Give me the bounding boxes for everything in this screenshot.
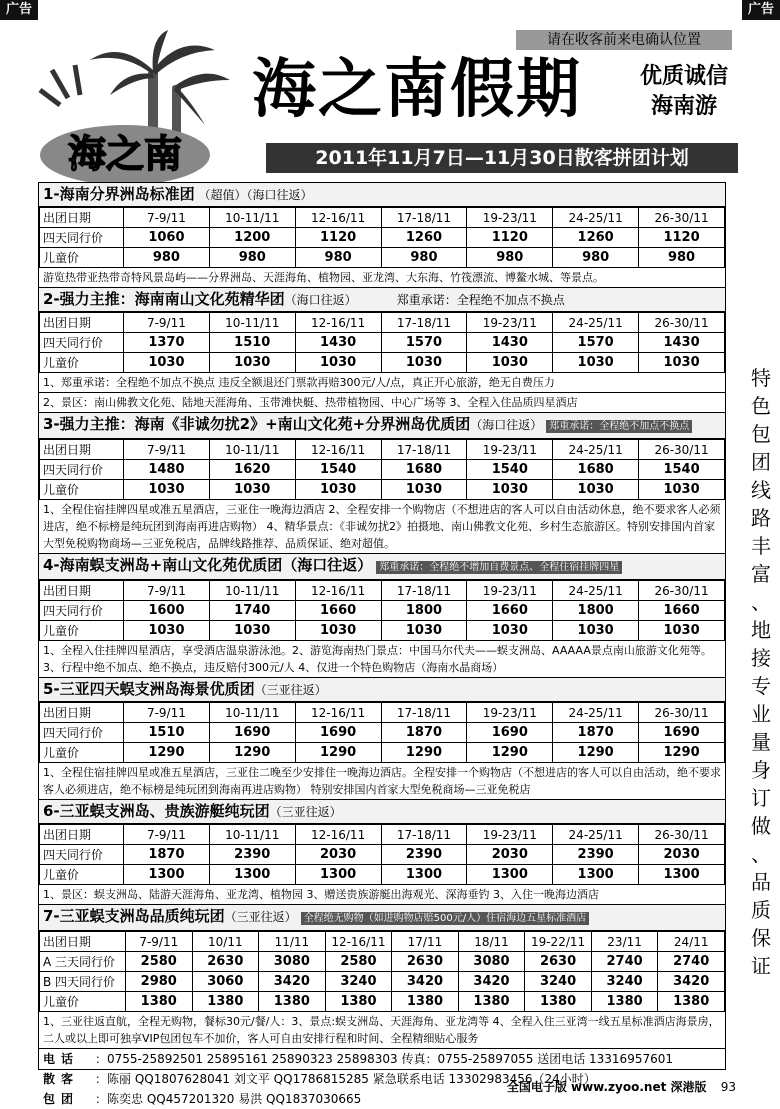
slogan-line-2: 海南游 bbox=[650, 94, 717, 119]
row-label: 出团日期 bbox=[40, 932, 126, 952]
price-cell: 12-16/11 bbox=[325, 932, 392, 952]
price-cell: 1870 bbox=[553, 723, 639, 743]
tour-section bbox=[39, 412, 725, 553]
price-row bbox=[40, 460, 725, 480]
price-cell: 26-30/11 bbox=[639, 440, 725, 460]
price-cell: 1380 bbox=[392, 992, 459, 1012]
price-cell: 10-11/11 bbox=[209, 440, 295, 460]
side-char: 专 bbox=[751, 674, 771, 698]
price-cell: 1300 bbox=[467, 865, 553, 885]
price-cell: 23/11 bbox=[591, 932, 658, 952]
price-cell: 10-11/11 bbox=[209, 581, 295, 601]
price-cell: 980 bbox=[381, 248, 467, 268]
price-cell: 1030 bbox=[639, 353, 725, 373]
tour-section bbox=[39, 183, 725, 287]
price-cell: 1380 bbox=[591, 992, 658, 1012]
price-table bbox=[39, 931, 725, 1012]
section-title bbox=[39, 288, 725, 312]
ad-label-left: 广告 bbox=[0, 0, 38, 20]
price-cell: 3240 bbox=[325, 972, 392, 992]
section-route: （三亚往返） bbox=[224, 910, 297, 924]
price-cell: 1430 bbox=[295, 333, 381, 353]
price-row bbox=[40, 865, 725, 885]
price-cell: 2630 bbox=[392, 952, 459, 972]
price-row bbox=[40, 992, 725, 1012]
section-tag: 郑重承诺：全程绝不加点不换点 bbox=[546, 420, 692, 433]
row-label: 儿童价 bbox=[40, 353, 124, 373]
price-cell: 24-25/11 bbox=[553, 440, 639, 460]
price-cell: 18/11 bbox=[458, 932, 525, 952]
side-char: 富 bbox=[751, 562, 771, 586]
price-cell: 1540 bbox=[639, 460, 725, 480]
price-cell: 1510 bbox=[124, 723, 210, 743]
price-cell: 26-30/11 bbox=[639, 581, 725, 601]
price-cell: 1300 bbox=[295, 865, 381, 885]
price-cell: 2390 bbox=[381, 845, 467, 865]
price-cell: 980 bbox=[467, 248, 553, 268]
price-cell: 1740 bbox=[209, 601, 295, 621]
price-row bbox=[40, 972, 725, 992]
section-note: 1、全程住宿挂牌四星或准五星酒店，三亚住一晚海边酒店 2、全程安排一个购物店（不想进店的客人可以自由活动休息，绝不要求客人必须进店，绝不标榜是纯玩团到海南再进店购物） 4、精华景点：《非诚勿扰2》拍摄地、南山佛教文化苑、乡村生态旅游区。特别安排国内首家大型免税购物商场—三亚免税店，品牌线路推荐、品质保证、绝对超值。 bbox=[43, 503, 721, 550]
side-char: 身 bbox=[751, 758, 771, 782]
side-char: 特 bbox=[751, 366, 771, 390]
price-cell: 1800 bbox=[553, 601, 639, 621]
side-char: 包 bbox=[751, 422, 771, 446]
price-row bbox=[40, 353, 725, 373]
palm-logo bbox=[30, 30, 240, 190]
price-cell: 3240 bbox=[591, 972, 658, 992]
section-note: 1、全程住宿挂牌四星或准五星酒店，三亚住二晚至少安排住一晚海边酒店。全程安排一个购物店（不想进店的客人可以自由活动，绝不要求客人必须进店，绝不标榜是纯玩团到海南再进店购物） 特别安排国内首家大型免税商场—三亚免税店 bbox=[43, 766, 721, 796]
price-cell: 12-16/11 bbox=[295, 440, 381, 460]
price-cell: 12-16/11 bbox=[295, 581, 381, 601]
price-cell: 1690 bbox=[467, 723, 553, 743]
section-title bbox=[39, 554, 725, 580]
price-cell: 1030 bbox=[124, 353, 210, 373]
price-cell: 1620 bbox=[209, 460, 295, 480]
row-label: 四天同行价 bbox=[40, 723, 124, 743]
price-cell: 1260 bbox=[553, 228, 639, 248]
contact-text: ：陈丽 QQ1807628041 刘文平 QQ1786815285 紧急联系电话 13302983456（24小时） bbox=[95, 1072, 596, 1086]
price-cell: 24-25/11 bbox=[553, 825, 639, 845]
price-cell: 2630 bbox=[192, 952, 259, 972]
contact-label: 包团 bbox=[43, 1092, 80, 1106]
price-cell: 1290 bbox=[467, 743, 553, 763]
date-row bbox=[40, 703, 725, 723]
price-cell: 1680 bbox=[553, 460, 639, 480]
price-cell: 1200 bbox=[209, 228, 295, 248]
price-cell: 1660 bbox=[639, 601, 725, 621]
date-row bbox=[40, 825, 725, 845]
row-label: 儿童价 bbox=[40, 248, 124, 268]
contact-label: 散客 bbox=[43, 1072, 80, 1086]
price-cell: 19-23/11 bbox=[467, 313, 553, 333]
footer-site: 全国电子版 www.zyoo.net bbox=[506, 1080, 667, 1094]
price-cell: 1030 bbox=[209, 621, 295, 641]
price-cell: 1430 bbox=[639, 333, 725, 353]
price-cell: 19-23/11 bbox=[467, 581, 553, 601]
row-label: 出团日期 bbox=[40, 825, 124, 845]
row-label: 四天同行价 bbox=[40, 228, 124, 248]
brand-title: 海之南假期 bbox=[252, 52, 582, 127]
price-cell: 1870 bbox=[381, 723, 467, 743]
side-char: 接 bbox=[751, 646, 771, 670]
section-route: （三亚往返） bbox=[269, 805, 342, 819]
price-row bbox=[40, 228, 725, 248]
price-row bbox=[40, 333, 725, 353]
row-label: 出团日期 bbox=[40, 581, 124, 601]
price-cell: 17-18/11 bbox=[381, 825, 467, 845]
slogan bbox=[624, 62, 744, 122]
price-cell: 1290 bbox=[124, 743, 210, 763]
price-cell: 1290 bbox=[553, 743, 639, 763]
price-cell: 1260 bbox=[381, 228, 467, 248]
price-cell: 1290 bbox=[381, 743, 467, 763]
section-name: 7-三亚蜈支洲岛品质纯玩团 bbox=[43, 907, 225, 925]
price-cell: 980 bbox=[124, 248, 210, 268]
price-cell: 1380 bbox=[192, 992, 259, 1012]
price-row bbox=[40, 723, 725, 743]
price-cell: 19-23/11 bbox=[467, 208, 553, 228]
price-cell: 7-9/11 bbox=[124, 703, 210, 723]
price-cell: 17-18/11 bbox=[381, 581, 467, 601]
price-cell: 1290 bbox=[295, 743, 381, 763]
price-table bbox=[39, 207, 725, 268]
price-cell: 1600 bbox=[124, 601, 210, 621]
side-char: 业 bbox=[751, 702, 771, 726]
confirm-note: 请在收客前来电确认位置 bbox=[516, 30, 732, 50]
price-row bbox=[40, 845, 725, 865]
price-cell: 17/11 bbox=[392, 932, 459, 952]
price-cell: 2580 bbox=[325, 952, 392, 972]
price-cell: 10/11 bbox=[192, 932, 259, 952]
tour-section bbox=[39, 553, 725, 677]
section-route: （海口往返） bbox=[284, 293, 357, 307]
slogan-line-1: 优质诚信 bbox=[639, 64, 728, 89]
price-cell: 1030 bbox=[467, 480, 553, 500]
price-cell: 10-11/11 bbox=[209, 703, 295, 723]
price-cell: 2030 bbox=[639, 845, 725, 865]
price-cell: 1380 bbox=[126, 992, 193, 1012]
price-cell: 1660 bbox=[467, 601, 553, 621]
price-cell: 1290 bbox=[209, 743, 295, 763]
price-cell: 1060 bbox=[124, 228, 210, 248]
price-cell: 7-9/11 bbox=[124, 208, 210, 228]
price-cell: 26-30/11 bbox=[639, 313, 725, 333]
price-cell: 7-9/11 bbox=[124, 581, 210, 601]
price-cell: 2390 bbox=[209, 845, 295, 865]
price-cell: 11/11 bbox=[259, 932, 326, 952]
price-cell: 1800 bbox=[381, 601, 467, 621]
price-table bbox=[39, 312, 725, 373]
date-row bbox=[40, 313, 725, 333]
price-cell: 2980 bbox=[126, 972, 193, 992]
price-cell: 1030 bbox=[295, 621, 381, 641]
price-cell: 24-25/11 bbox=[553, 208, 639, 228]
side-char: 团 bbox=[751, 450, 771, 474]
row-label: 儿童价 bbox=[40, 480, 124, 500]
side-char: 丰 bbox=[751, 534, 771, 558]
price-cell: 3060 bbox=[192, 972, 259, 992]
price-cell: 2740 bbox=[658, 952, 725, 972]
price-cell: 1030 bbox=[553, 353, 639, 373]
price-cell: 1030 bbox=[639, 480, 725, 500]
period-banner: 2011年11月7日—11月30日散客拼团计划 bbox=[266, 143, 738, 173]
price-cell: 19-23/11 bbox=[467, 703, 553, 723]
side-char: 订 bbox=[751, 786, 771, 810]
price-cell: 1030 bbox=[124, 621, 210, 641]
price-cell: 10-11/11 bbox=[209, 313, 295, 333]
price-cell: 1380 bbox=[658, 992, 725, 1012]
section-title bbox=[39, 413, 725, 439]
row-label: A 三天同行价 bbox=[40, 952, 126, 972]
section-title bbox=[39, 905, 725, 931]
price-cell: 2740 bbox=[591, 952, 658, 972]
row-label: 四天同行价 bbox=[40, 845, 124, 865]
price-cell: 1690 bbox=[209, 723, 295, 743]
tour-section bbox=[39, 799, 725, 904]
price-cell: 1030 bbox=[381, 353, 467, 373]
side-char: 保 bbox=[751, 926, 771, 950]
price-cell: 26-30/11 bbox=[639, 703, 725, 723]
price-cell: 1540 bbox=[295, 460, 381, 480]
row-label: 出团日期 bbox=[40, 208, 124, 228]
price-cell: 1030 bbox=[553, 480, 639, 500]
price-cell: 12-16/11 bbox=[295, 825, 381, 845]
price-cell: 7-9/11 bbox=[124, 313, 210, 333]
contact-line bbox=[39, 1049, 725, 1069]
price-cell: 19-23/11 bbox=[467, 440, 553, 460]
side-char: 证 bbox=[751, 954, 771, 978]
section-tag: 全程绝无购物（如进购物店赔500元/人）住宿海边五星标准酒店 bbox=[301, 912, 589, 925]
price-cell: 1030 bbox=[381, 621, 467, 641]
section-name: 3-强力主推：海南《非诚勿扰2》+南山文化苑+分界洲岛优质团 bbox=[43, 415, 471, 433]
price-cell: 3420 bbox=[658, 972, 725, 992]
price-cell: 1300 bbox=[553, 865, 639, 885]
price-cell: 7-9/11 bbox=[126, 932, 193, 952]
price-cell: 1380 bbox=[325, 992, 392, 1012]
section-name: 4-海南蜈支洲岛+南山文化苑优质团（海口往返） bbox=[43, 556, 373, 574]
section-title bbox=[39, 183, 725, 207]
price-table bbox=[39, 580, 725, 641]
price-cell: 24-25/11 bbox=[553, 581, 639, 601]
price-cell: 1030 bbox=[124, 480, 210, 500]
contact-label: 电话 bbox=[43, 1052, 80, 1066]
price-cell: 19-22/11 bbox=[525, 932, 592, 952]
price-cell: 2030 bbox=[467, 845, 553, 865]
row-label: B 四天同行价 bbox=[40, 972, 126, 992]
price-cell: 1300 bbox=[209, 865, 295, 885]
tour-section bbox=[39, 287, 725, 412]
price-cell: 1120 bbox=[467, 228, 553, 248]
price-cell: 1480 bbox=[124, 460, 210, 480]
price-cell: 24-25/11 bbox=[553, 703, 639, 723]
price-cell: 3420 bbox=[259, 972, 326, 992]
price-cell: 1300 bbox=[124, 865, 210, 885]
price-cell: 1690 bbox=[295, 723, 381, 743]
section-route: （三亚往返） bbox=[254, 683, 327, 697]
price-row bbox=[40, 621, 725, 641]
section-note: 1、景区：蜈支洲岛、陆游天涯海角、亚龙湾、植物园 3、赠送贵族游艇出海观光、深海垂钓 3、入住一晚海边酒店 bbox=[43, 888, 599, 901]
side-char: 色 bbox=[751, 394, 771, 418]
price-cell: 980 bbox=[553, 248, 639, 268]
section-route: （海口往返） bbox=[470, 418, 543, 432]
ad-label-right: 广告 bbox=[742, 0, 780, 20]
price-cell: 1030 bbox=[295, 480, 381, 500]
date-row bbox=[40, 932, 725, 952]
section-note: 1、郑重承诺：全程绝不加点不换点 违反全额退还门票款再赔300元/人/点，真正开心旅游，绝无自费压力 bbox=[39, 373, 725, 393]
row-label: 出团日期 bbox=[40, 703, 124, 723]
row-label: 儿童价 bbox=[40, 621, 124, 641]
date-row bbox=[40, 581, 725, 601]
price-cell: 1680 bbox=[381, 460, 467, 480]
price-cell: 3420 bbox=[392, 972, 459, 992]
tour-section bbox=[39, 904, 725, 1048]
row-label: 出团日期 bbox=[40, 313, 124, 333]
section-name: 6-三亚蜈支洲岛、贵族游艇纯玩团 bbox=[43, 802, 270, 820]
price-cell: 17-18/11 bbox=[381, 313, 467, 333]
price-row bbox=[40, 480, 725, 500]
price-cell: 7-9/11 bbox=[124, 825, 210, 845]
section-name: 1-海南分界洲岛标准团 bbox=[43, 185, 195, 203]
side-slogan bbox=[748, 364, 774, 980]
price-table bbox=[39, 702, 725, 763]
price-cell: 1660 bbox=[295, 601, 381, 621]
section-promise: 郑重承诺：全程绝不加点不换点 bbox=[396, 293, 565, 307]
logo-text: 海之南 bbox=[67, 132, 183, 176]
price-cell: 19-23/11 bbox=[467, 825, 553, 845]
footer bbox=[507, 1078, 736, 1095]
price-cell: 2390 bbox=[553, 845, 639, 865]
price-cell: 1380 bbox=[259, 992, 326, 1012]
price-cell: 1430 bbox=[467, 333, 553, 353]
price-cell: 1510 bbox=[209, 333, 295, 353]
row-label: 出团日期 bbox=[40, 440, 124, 460]
price-cell: 1380 bbox=[525, 992, 592, 1012]
side-char: 线 bbox=[751, 478, 771, 502]
price-cell: 980 bbox=[295, 248, 381, 268]
price-cell: 1870 bbox=[124, 845, 210, 865]
section-tag: 郑重承诺：全程绝不增加自费景点、全程住宿挂牌四星 bbox=[376, 561, 622, 574]
price-cell: 1690 bbox=[639, 723, 725, 743]
section-title bbox=[39, 678, 725, 702]
price-cell: 12-16/11 bbox=[295, 703, 381, 723]
price-cell: 1030 bbox=[295, 353, 381, 373]
price-cell: 1120 bbox=[295, 228, 381, 248]
section-note: 1、三亚往返直航，全程无购物，餐标30元/餐/人：3、景点:蜈支洲岛、天涯海角、亚龙湾等 4、全程入住三亚湾一线五星标准酒店海景房，二人或以上即可独享VIP包团包车不加价，客人可自由安排行程和时间、全程精细贴心服务 bbox=[43, 1015, 720, 1045]
price-cell: 3240 bbox=[525, 972, 592, 992]
price-cell: 1300 bbox=[381, 865, 467, 885]
price-row bbox=[40, 601, 725, 621]
contact-text: ：陈奕忠 QQ457201320 易洪 QQ1837030665 bbox=[95, 1092, 362, 1106]
price-cell: 980 bbox=[209, 248, 295, 268]
price-cell: 980 bbox=[639, 248, 725, 268]
price-cell: 1030 bbox=[639, 621, 725, 641]
price-cell: 1120 bbox=[639, 228, 725, 248]
row-label: 四天同行价 bbox=[40, 460, 124, 480]
price-cell: 1370 bbox=[124, 333, 210, 353]
price-cell: 12-16/11 bbox=[295, 208, 381, 228]
section-name: 2-强力主推：海南南山文化苑精华团 bbox=[43, 290, 285, 308]
price-cell: 3080 bbox=[259, 952, 326, 972]
date-row bbox=[40, 208, 725, 228]
side-char: 、 bbox=[751, 842, 771, 866]
price-row bbox=[40, 743, 725, 763]
price-cell: 17-18/11 bbox=[381, 440, 467, 460]
price-cell: 26-30/11 bbox=[639, 825, 725, 845]
price-table bbox=[39, 824, 725, 885]
side-char: 、 bbox=[751, 590, 771, 614]
price-cell: 24/11 bbox=[658, 932, 725, 952]
side-char: 做 bbox=[751, 814, 771, 838]
price-cell: 1030 bbox=[467, 353, 553, 373]
side-char: 质 bbox=[751, 898, 771, 922]
price-cell: 17-18/11 bbox=[381, 208, 467, 228]
section-name: 5-三亚四天蜈支洲岛海景优质团 bbox=[43, 680, 255, 698]
row-label: 儿童价 bbox=[40, 743, 124, 763]
side-char: 路 bbox=[751, 506, 771, 530]
price-cell: 1380 bbox=[458, 992, 525, 1012]
price-cell: 26-30/11 bbox=[639, 208, 725, 228]
price-row bbox=[40, 952, 725, 972]
tour-section bbox=[39, 677, 725, 799]
row-label: 四天同行价 bbox=[40, 601, 124, 621]
section-route: （超值）（海口往返） bbox=[194, 188, 313, 202]
side-char: 量 bbox=[751, 730, 771, 754]
section-note: 游览热带亚热带奇特风景岛屿——分界洲岛、天涯海角、植物园、亚龙湾、大东海、竹筏漂流、博鳌水城、等景点。 bbox=[43, 271, 604, 284]
price-cell: 1030 bbox=[553, 621, 639, 641]
price-cell: 2580 bbox=[126, 952, 193, 972]
row-label: 儿童价 bbox=[40, 865, 124, 885]
price-cell: 24-25/11 bbox=[553, 313, 639, 333]
side-char: 品 bbox=[751, 870, 771, 894]
price-cell: 17-18/11 bbox=[381, 703, 467, 723]
page-number: 93 bbox=[720, 1080, 736, 1094]
price-cell: 1570 bbox=[553, 333, 639, 353]
row-label: 儿童价 bbox=[40, 992, 126, 1012]
price-cell: 7-9/11 bbox=[124, 440, 210, 460]
side-char: 地 bbox=[751, 618, 771, 642]
price-row bbox=[40, 248, 725, 268]
price-cell: 1290 bbox=[639, 743, 725, 763]
price-cell: 2030 bbox=[295, 845, 381, 865]
price-cell: 1300 bbox=[639, 865, 725, 885]
price-cell: 1540 bbox=[467, 460, 553, 480]
price-cell: 10-11/11 bbox=[209, 825, 295, 845]
price-cell: 1030 bbox=[467, 621, 553, 641]
price-table bbox=[39, 439, 725, 500]
row-label: 四天同行价 bbox=[40, 333, 124, 353]
date-row bbox=[40, 440, 725, 460]
price-cell: 1030 bbox=[209, 353, 295, 373]
section-title bbox=[39, 800, 725, 824]
price-cell: 3420 bbox=[458, 972, 525, 992]
price-cell: 10-11/11 bbox=[209, 208, 295, 228]
price-cell: 12-16/11 bbox=[295, 313, 381, 333]
price-cell: 1570 bbox=[381, 333, 467, 353]
contact-text: ：0755-25892501 25895161 25890323 25898303 传真：0755-25897055 送团电话 13316957601 bbox=[95, 1052, 673, 1066]
price-cell: 1030 bbox=[381, 480, 467, 500]
price-cell: 3080 bbox=[458, 952, 525, 972]
price-cell: 2630 bbox=[525, 952, 592, 972]
footer-edition: 深港版 bbox=[670, 1080, 707, 1094]
section-note: 1、全程入住挂牌四星酒店，享受酒店温泉游泳池。2、游览海南热门景点：中国马尔代夫——蜈支洲岛、AAAAA景点南山旅游文化苑等。3、行程中绝不加点、绝不换点，违反赔付300元/人 4、仅进一个特色购物店（海南水晶商场） bbox=[43, 644, 712, 674]
price-cell: 1030 bbox=[209, 480, 295, 500]
section-note: 2、景区：南山佛教文化苑、陆地天涯海角、玉带滩快艇、热带植物园、中心广场等 3、全程入住品质四星酒店 bbox=[43, 396, 578, 409]
